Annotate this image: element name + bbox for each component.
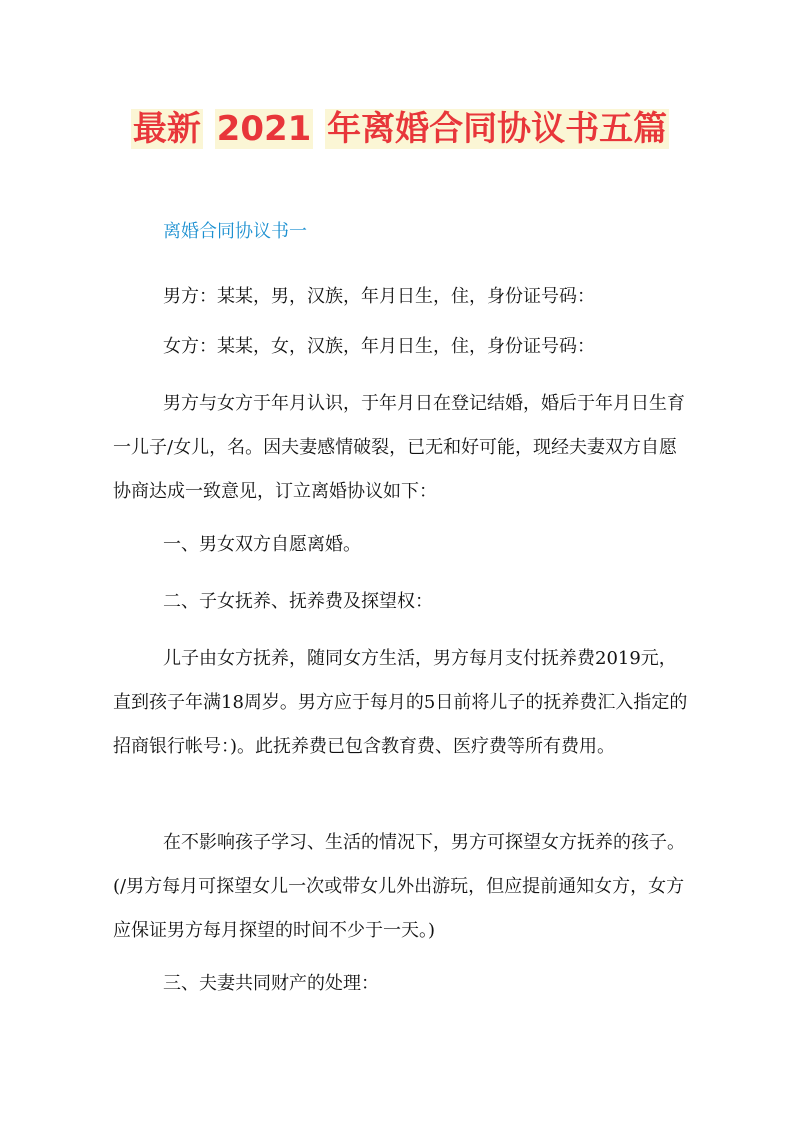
title-part-2: 2021 [216,109,312,149]
section-heading: 离婚合同协议书一 [163,221,307,242]
paragraph-male-party: 男方：某某，男，汉族，年月日生，住，身份证号码： [163,286,595,307]
paragraph-clause-1: 一、男女双方自愿离婚。 [163,534,361,555]
document-title [0,106,800,152]
title-part-3: 年离婚合同协议书五篇 [327,109,668,149]
paragraph-visitation: 在不影响孩子学习、生活的情况下，男方可探望女方抚养的孩子。(/男方每月可探望女儿一次或带女儿外出游玩，但应提前通知女方，女方应保证男方每月探望的时间不少于一天。) [113,832,685,941]
paragraph-child-support: 儿子由女方抚养，随同女方生活，男方每月支付抚养费2019元，直到孩子年满18周岁。男方应于每月的5日前将儿子的抚养费汇入指定的招商银行帐号：)。此抚养费已包含教育费、医疗费等所有费用。 [113,648,688,757]
paragraph-clause-3: 三、夫妻共同财产的处理： [163,973,379,994]
paragraph-clause-2: 二、子女抚养、抚养费及探望权： [163,591,433,612]
title-part-1: 最新 [132,109,201,149]
paragraph-female-party: 女方：某某，女，汉族，年月日生，住，身份证号码： [163,336,595,357]
paragraph-background: 男方与女方于年月认识，于年月日在登记结婚，婚后于年月日生育一儿子/女儿，名。因夫妻感情破裂，已无和好可能，现经夫妻双方自愿协商达成一致意见，订立离婚协议如下： [113,393,685,502]
